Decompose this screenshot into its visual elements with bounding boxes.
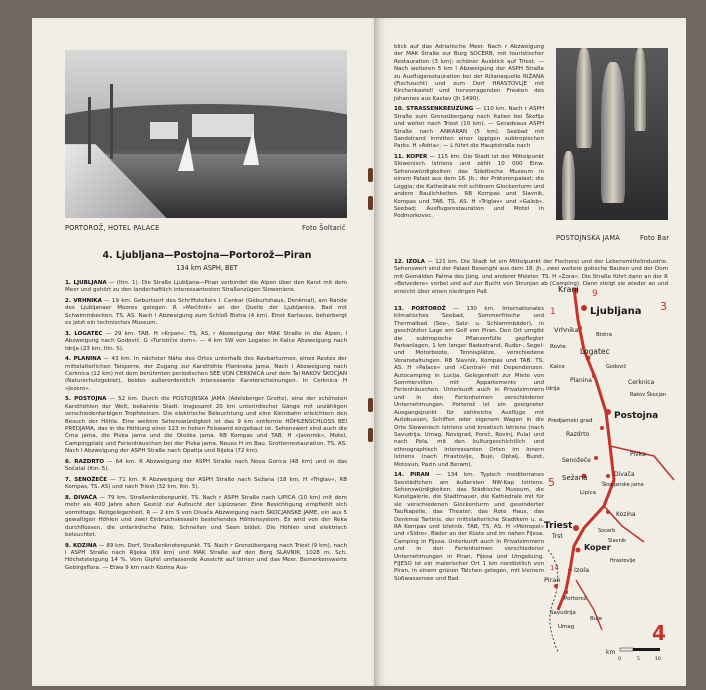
route-subtitle: 134 km ASPH, BET — [176, 264, 238, 272]
svg-text:Vrhnika: Vrhnika — [554, 326, 579, 334]
svg-text:Logatec: Logatec — [580, 347, 610, 356]
itinerary-entry: 10. STRASSENKREUZUNG — 110 km. Nach r ASPH Straße zum Grenzübergang nach Italien bei Škofije und weiter nach Triest (10 km). — Geradeaus ASPH Straße nach ANKARAN (5 km). Seebad mit Sandstrand inmitten einer üppigen subtropischen Parks. H »Adria«. — L führt die Hauptstraße nach — [394, 106, 544, 150]
itinerary-entry: blick auf das Adriatische Meer. Nach r Abzweigung der MAK Straße zur Burg SOCERB, mit touristischer Restauration (3 km); schöner Ausblick auf Triest. — Nach weiteren 5 km l Abzweigung der ASPH Straße zu Ausflugsrestauration bei der Rižanaquelle RIŽANA (Fischzucht) und zum Dorf HRASTOVLJE mit Kirchenkastell und hervorragenden Fresken des Johannes aus Kastav (Jh 1490). — [394, 44, 544, 102]
svg-text:5: 5 — [637, 657, 640, 662]
svg-text:Slavnik: Slavnik — [608, 538, 627, 544]
svg-text:Predjamski grad: Predjamski grad — [548, 418, 593, 424]
svg-text:Pivka: Pivka — [630, 451, 646, 458]
svg-text:Rakov Škocjan: Rakov Škocjan — [630, 392, 667, 398]
map-town — [566, 426, 604, 438]
svg-text:14: 14 — [550, 564, 559, 572]
map-town — [596, 332, 612, 338]
itinerary-entry: 5. POSTOJNA — 52 km. Durch die POSTOJNSKA JAMA (Adelsberger Grotte), eine der schönsten Karsthöhlen der Welt, bekannte Stadt. Insgesamt 20 km unterirdischer Gänge mit unzähligen verschiedenfarbigen Tropfsteinen. Die elektrische Beleuchtung und eine Kleinbahn erleichtern den Besuch der Höhle. Eine weitere Sehenswürdigkeit ist das 9 km entfernte HÖHLENSCHLOSS BEI PREDJAMA, das in die Höhlung einer 123 m hohen Felswand eingebaut ist. Sehenswert sind auch die Črna jama, die Pivka jama und die Otoška jama. RB Kompas und TAB. H »Javornik«, Motel, Campingplatz und Ferienhäuschen bei der Pivka jama. Neues H im Bau. Grottenrestauration. TS, AS. Nach l Abzweigung der ASPH Straße nach Opatija und Rijeka (72 km). — [65, 396, 348, 455]
svg-text:Bistra: Bistra — [596, 332, 612, 338]
svg-text:Lipica: Lipica — [580, 490, 597, 496]
map-town — [630, 451, 646, 458]
route-map — [544, 280, 682, 664]
svg-text:Buje: Buje — [590, 616, 603, 622]
svg-text:Kozina: Kozina — [616, 511, 636, 518]
map-town — [628, 379, 655, 386]
map-town — [551, 533, 563, 540]
map-town — [544, 576, 560, 588]
svg-text:Umag: Umag — [558, 624, 575, 630]
svg-text:5: 5 — [548, 476, 555, 489]
map-town — [602, 481, 644, 488]
svg-text:Koper: Koper — [584, 543, 611, 552]
itinerary-entry: 4. PLANINA — 43 km. In nächster Nähe des Ortes unterhalb des Ravbarturmes, eines Restes der mittelalterlichen Talsperre, der Zugang zur Karsthöhle Planinska jama. Nach l Abzweigung nach Cerknica (12 km) mit dem berühmten periodischen SEE VON CERKNICA und dem Tal RAKOV ŠKOCJAN (Naturschutzgebiet), beides außerordentlich interessante Karsterscheinungen. In Cerknica H »Jezero«. — [65, 356, 347, 392]
map-town — [554, 326, 582, 334]
right-page-text-bottom — [394, 306, 544, 586]
staple — [368, 196, 373, 210]
map-town — [550, 610, 576, 616]
cave-caption: POSTOJNSKA JAMA — [556, 234, 620, 242]
route-number-badge — [652, 621, 666, 645]
map-town — [606, 363, 627, 370]
right-page-text-top — [394, 44, 544, 224]
svg-text:Sežana: Sežana — [562, 474, 588, 482]
svg-text:Cerknica: Cerknica — [628, 379, 655, 386]
map-town — [606, 471, 635, 478]
svg-text:9: 9 — [592, 289, 598, 299]
svg-text:Triest: Triest — [544, 521, 573, 531]
map-town — [581, 305, 642, 317]
svg-text:Portorož: Portorož — [564, 596, 587, 602]
svg-text:Kranj: Kranj — [558, 285, 579, 294]
photo-credit: Foto Šoltarič — [302, 224, 346, 232]
right-page — [374, 18, 686, 686]
map-town — [605, 409, 658, 421]
postojna-cave-photo — [556, 48, 668, 220]
other-route-number — [660, 300, 667, 313]
map-town — [576, 543, 611, 552]
map-town — [544, 521, 579, 531]
portoroz-hotel-photo — [65, 50, 347, 218]
route-title: 4. Ljubljana—Postojna—Portorož—Piran — [102, 250, 312, 261]
map-town — [610, 558, 635, 564]
svg-text:Idrija: Idrija — [546, 386, 560, 392]
itinerary-entry: 13. PORTOROŽ — 130 km. Internationales klimatisches Seebad, Sommerfrische und Thermalbad (See-, Salz- u. Schlammbäder), in geschützter Lage am Golf von Piran. Den Ort umgibt die subtropische Pflanzenfülle gepflegter Parkanlagen, 1 km langer Badestrand, Ruder-, Segel- und Motorboote, Tennisplätze, verschiedene Veranstaltungen. RB Slavnik, Kompas und TAB. TS, AS. H »Palace« und »Central« mit Dependenzen. Autocamping in Lucija. Gelegenheit zur Miete von Sommervillen mit Appartements und Ferienhäuschen. Unterkunft auch in Privatzimmern und in den Ferienheimen verschiedener Unternehmungen. Portorož ist ein geeigneter Ausgangspunkt für zahlreiche Ausflüge mit Autobussen, Schiffen oder eigenem Wagen in die Orte Slowenisch Istriens und kroatisch Istriens (nach Savudrija, Umag, Novigrad, Poreč, Rovinj, Pula) und nach Pola, mit den kulturgeschichtlich und ethnographisch interessanten Orten im Innern Istriens (nach Hrastovlje, Buje, Optalj, Buzet, Motovun, Pazin und Beram). — [394, 306, 544, 468]
map-town — [546, 386, 560, 392]
svg-text:Razdrto: Razdrto — [566, 431, 590, 438]
other-route-number — [592, 289, 598, 299]
svg-text:Piran: Piran — [544, 576, 561, 584]
svg-text:Rovte: Rovte — [550, 344, 566, 350]
left-page — [32, 18, 382, 686]
itinerary-entry: 11. KOPER — 115 km. Die Stadt ist der Mittelpunkt Slowenisch Istriens und zählt 10 000 Einw. Sehenswürdigkeiten: das Städtische Museum in einem Palast aus dem 16. Jh.; der Prätorenpalast; die Loggia; die Kathedrale mit schönem Glockenturm und andere Baulichkeiten. RB Kompas und Slavnik, Kompas und TAB. TS, AS. H »Triglav« und »Galeb«. Seebad; Ausflugsrestauration und Motel in Podmorkovec. — [394, 154, 544, 220]
svg-text:Senožeče: Senožeče — [562, 457, 591, 464]
map-town — [598, 528, 615, 534]
staple — [368, 168, 373, 182]
itinerary-entry: 2. VRHNIKA — 19 km. Geburtsort des Schriftstellers I. Cankar (Geburtshaus, Denkmal), am Rande des Ljubljanaer Moores gelegen. R »Močilnik« an der Quelle der Ljubljanica. Bad mit Schwimmbecken. TS, AS. Nach l Abzweigung zum Schloß Bistra (4 km). Einst Kartause, beherbergt es jetzt ein technisches Museum. — [65, 298, 348, 327]
itinerary-entry: 6. RAZDRTO — 64 km. R Abzweigung der ASPH Straße nach Nova Gorica (48 km) und in das Sočatal (Itin. 5). — [65, 458, 347, 473]
map-town — [550, 344, 566, 350]
booklet-spread — [22, 18, 686, 686]
map-scale — [606, 648, 661, 662]
other-route-number — [550, 564, 559, 572]
itinerary-entry: 9. KOZINA — 89 km. Dorf, Straßenknotenpunkt. TS. Nach r Grenzübergang nach Triest (9 km), nach l ASPH Straße nach Rijeka (69 km) und MAK Straße auf den Berg SLAVNIK, 1028 m, Sch, Höchststeigung 14 %. Vom Gipfel umfassende Aussicht auf Istrien und das Meer. Bemerkenswerte Gebirgsflora. — Etwa 9 km nach Kozina Aus- — [65, 542, 348, 571]
svg-text:Škocjanske jame: Škocjanske jame — [602, 482, 644, 488]
svg-text:Godovič: Godovič — [606, 364, 627, 370]
map-town — [570, 374, 596, 384]
map-town — [550, 364, 565, 370]
itinerary-entry: 3. LOGATEC — 29 km. TAB. H »Krpan«. TS, AS, r Abzweigung der MAK Straße in die Alpen, l Abzweigung nach Godovič. G »Turistični dom«. — 4 km SW von Logatec in Kalce Abzweigung nach Idrija (23 km, Itin. 5). — [65, 330, 348, 352]
svg-text:Hrastovlje: Hrastovlje — [610, 558, 636, 564]
map-town — [562, 474, 587, 482]
svg-text:km: km — [606, 649, 616, 656]
left-page-text — [65, 280, 347, 575]
map-town — [630, 391, 666, 398]
svg-text:Divača: Divača — [614, 471, 635, 478]
map-town — [558, 285, 579, 294]
map-town — [580, 347, 610, 360]
map-town — [608, 538, 626, 544]
svg-text:Izola: Izola — [574, 566, 590, 574]
svg-text:Socerb: Socerb — [598, 528, 616, 534]
svg-text:4: 4 — [652, 621, 666, 645]
svg-text:Postojna: Postojna — [614, 411, 659, 421]
svg-text:Kalce: Kalce — [550, 364, 565, 370]
itinerary-entry: 1. LJUBLJANA — (Itin. 1). Die Straße Ljubljana—Piran verbindet die Alpen über den Karst mit dem Meer und gehört zu den landschaftlich interessantesten Straßenzügen Sloweniens. — [65, 280, 347, 294]
svg-text:1: 1 — [550, 307, 556, 317]
map-town — [562, 456, 598, 464]
other-route-number — [548, 476, 555, 489]
map-town — [548, 418, 592, 424]
svg-text:Ljubljana: Ljubljana — [590, 306, 642, 317]
staple — [368, 428, 373, 442]
svg-text:3: 3 — [660, 300, 667, 313]
staple — [368, 398, 373, 412]
svg-text:Planina: Planina — [570, 377, 592, 384]
map-town — [558, 624, 574, 630]
cave-credit: Foto Bar — [640, 234, 670, 242]
other-route-number — [550, 307, 556, 317]
photo-caption: PORTOROŽ, HOTEL PALACE — [65, 224, 160, 232]
itinerary-entry: 14. PIRAN — 134 km. Typisch mediterranes Seestädtchen am äußersten NW-Kap Istriens. Sehenswürdigkeiten: das Städtische Museum, die Kunstgalerie, die Stadtmauer, die Kathedrale mit für sie verschiedenen Glockenturm und gesonderter Taufkapelle, das Theater, das Rote Haus, das Denkmal Tartinis, der mittelalterliche Stadtkern u. a. RA Kompas und Izletnik. TAB, TS, AS. H »Metropol« und »Sidro«. Bäder an der Küste und im nahen Fijesa. Camping in Fijesa. Unterkunft auch in Privatzimmern und in den Ferienheimen verschiedener Unternehmungen in Piran, Fijesa und Umgebung. FIJESO ist ein malerischer Ort 1 km nordöstlich von Piran, in einem grünen Tälchen gelegen, mit kleinem Süßwassersee und Bad. — [394, 472, 544, 582]
svg-text:0: 0 — [618, 657, 621, 662]
itinerary-entry: 7. SENOŽEČE — 71 km. R Abzweigung der ASPH Straße nach Sežana (18 km, H »Triglav«, RB Kompas, TS, AS) und nach Triest (32 km, Itin. 5). — [65, 476, 347, 491]
svg-text:Savudrija: Savudrija — [550, 610, 576, 616]
svg-text:10: 10 — [655, 657, 661, 662]
map-town — [580, 490, 596, 496]
map-town — [590, 616, 603, 622]
itinerary-entry: 12. IZOLA — 121 km. Die Stadt ist ein Mittelpunkt der Fischerei und der Lebensmittelindustrie. Sehenswert sind der Palast Besenghi aus dem 18. Jh., zwei weitere gotische Bauten und der Dom mit Gemälden Palma des Jüng. und anderer Meister. TS. H »Zora«. Die Straße führt dann an der R »Belvedere« vorbei und auf zur Bucht von Strunjan ab (Camping). Dann steigt sie wieder an und erreicht über einen niedrigen Paß — [394, 259, 669, 295]
itinerary-entry: 8. DIVAČA — 79 km. Straßenknotenpunkt. TS. Nach r ASPH Straße nach LIPICA (10 km) mit dem mehr als 400 Jahre alten Gestüt zur Aufzucht der Lipizzaner. Eine Besichtigung empfiehlt sich vormittags. Reitgelegenheit. R — 2 km S von Divača Abzweigung nach ŠKOCJANSKE JAME, ein aus 5 gewaltigen Höhlen und zwei Einbruchskesseln bestehendes Höhlensystem. Es wird von der Reka durchflossen, die unterirdische Fälle, Schnellen und Seen bildet. Die Höhlen sind elektrisch beleuchtet. — [65, 494, 347, 538]
svg-text:Trst: Trst — [552, 533, 563, 540]
